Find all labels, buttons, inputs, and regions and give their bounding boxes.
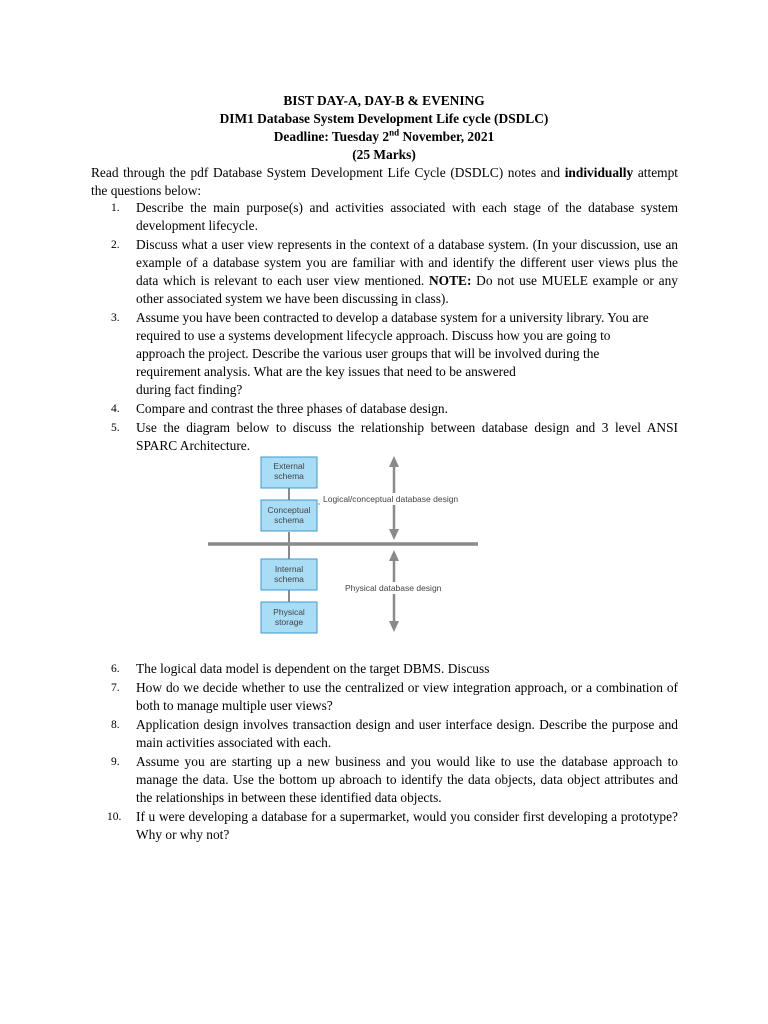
question-text: How do we decide whether to use the centralized or view integration approach, or a combination of both to manage multiple user views?	[136, 680, 678, 713]
box-label: schema	[274, 515, 304, 525]
deadline-sup: nd	[389, 127, 400, 138]
down-arrow-icon	[389, 529, 399, 540]
question-list-part-1	[91, 199, 678, 456]
up-arrow-icon	[389, 550, 399, 561]
ansi-sparc-diagram-svg	[208, 452, 478, 636]
question-text: Application design involves transaction design and user interface design. Describe the purpose and main activities associated with each.	[136, 717, 678, 750]
question-text: Compare and contrast the three phases of database design.	[136, 401, 448, 416]
question-text-pre: Discuss what a user view represents in the context of a database system. (In your discussion, use an example of a database system you are familiar with and identify the different user views plus the data which is relevant to each user view mentioned.	[136, 237, 678, 288]
box-label: storage	[274, 617, 304, 627]
box-label: Physical	[273, 607, 305, 617]
question-number: 2.	[111, 239, 120, 251]
question-text: Describe the main purpose(s) and activities associated with each stage of the database system development lifecycle.	[136, 200, 678, 233]
header-line-3	[0, 128, 768, 146]
header-line-2: DIM1 Database System Development Life cycle (DSDLC)	[219, 111, 549, 126]
intro-bold: individually	[564, 165, 634, 180]
intro-pre: Read through the pdf Database System Development Life Cycle (DSDLC) notes and	[91, 165, 565, 180]
question-text: Assume you are starting up a new business and you would like to use the database approach to manage the data. Use the bottom up abroach to identify the data objects, data object attributes and the relationships in between these identified data objects.	[136, 754, 678, 805]
question-note: NOTE:	[429, 273, 472, 288]
question-number: 9.	[111, 756, 120, 768]
question-number: 7.	[111, 682, 120, 694]
question-text: The logical data model is dependent on the target DBMS. Discuss	[136, 661, 490, 676]
up-arrow-icon	[389, 456, 399, 467]
physical-design-label: Physical database design	[345, 583, 442, 593]
down-arrow-icon	[389, 621, 399, 632]
intro-post: attempt the questions below:	[91, 165, 678, 198]
question-item	[91, 808, 678, 844]
ansi-sparc-diagram	[208, 452, 478, 636]
question-text-line: during fact finding?	[136, 382, 243, 397]
question-text: If u were developing a database for a supermarket, would you consider first developing a prototype? Why or why not?	[136, 809, 678, 842]
question-list-part-2	[91, 660, 678, 845]
box-label: Internal	[274, 564, 304, 574]
question-number: 5.	[111, 422, 120, 434]
question-item	[91, 400, 678, 418]
box-label: Conceptual	[267, 505, 311, 515]
document-header	[0, 92, 768, 164]
question-item	[91, 419, 678, 455]
question-text: Use the diagram below to discuss the relationship between database design and 3 level ANSI SPARC Architecture.	[136, 420, 678, 453]
question-item	[91, 716, 678, 752]
question-number: 1.	[111, 202, 120, 214]
question-item	[91, 236, 678, 308]
question-text-line: Assume you have been contracted to develop a database system for a university library. You are	[136, 310, 649, 325]
question-item	[91, 309, 678, 399]
question-text-line: required to use a systems development lifecycle approach. Discuss how you are going to	[136, 328, 611, 343]
question-item	[91, 199, 678, 235]
question-text-post: Do not use MUELE example or any other associated system we have been discussing in class).	[136, 273, 678, 306]
question-item	[91, 660, 678, 678]
logical-design-label: Logical/conceptual database design	[323, 494, 459, 504]
question-text-line: approach the project. Describe the various user groups that will be involved during the	[136, 346, 600, 361]
question-number: 8.	[111, 719, 120, 731]
header-line-4: (25 Marks)	[352, 147, 416, 162]
question-number: 10.	[107, 811, 122, 823]
deadline-post: November, 2021	[399, 129, 495, 144]
question-number: 3.	[111, 312, 120, 324]
box-label: schema	[274, 471, 304, 481]
intro-paragraph	[91, 164, 678, 200]
question-number: 4.	[111, 403, 120, 415]
question-item	[91, 679, 678, 715]
box-label: schema	[274, 574, 304, 584]
question-number: 6.	[111, 663, 120, 675]
question-item	[91, 753, 678, 807]
question-text-line: requirement analysis. What are the key issues that need to be answered	[136, 364, 516, 379]
deadline-pre: Deadline: Tuesday 2	[273, 129, 390, 144]
box-label: External	[273, 461, 305, 471]
header-line-1: BIST DAY-A, DAY-B & EVENING	[283, 93, 485, 108]
